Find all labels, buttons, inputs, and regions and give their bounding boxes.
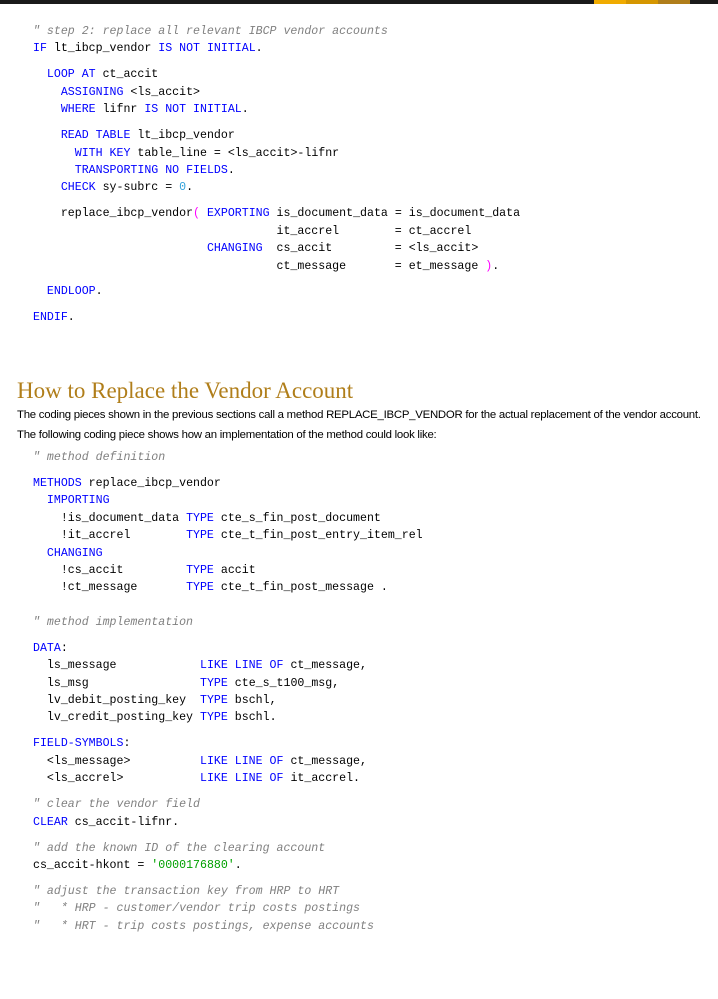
header-accent-stripe bbox=[594, 0, 690, 4]
code-text: . bbox=[234, 858, 242, 872]
code-line bbox=[33, 492, 423, 509]
code-line bbox=[33, 197, 520, 206]
code-text: is_document_data = is_document_data bbox=[269, 207, 521, 221]
code-keyword: LIKE LINE OF bbox=[199, 772, 284, 786]
code-text: ls_msg bbox=[33, 676, 200, 690]
code-text: cte_t_fin_post_message . bbox=[213, 581, 388, 595]
code-line bbox=[33, 840, 423, 857]
code-keyword: TYPE bbox=[199, 676, 228, 690]
code-line bbox=[33, 597, 423, 606]
code-line bbox=[33, 301, 520, 310]
code-text bbox=[33, 103, 61, 116]
code-line bbox=[33, 640, 423, 657]
code-keyword: TYPE bbox=[186, 581, 214, 595]
code-line bbox=[33, 709, 423, 726]
code-text: sy-subrc = bbox=[95, 181, 180, 195]
code-line bbox=[33, 283, 520, 300]
code-line bbox=[33, 66, 520, 83]
code-text: it_accrel. bbox=[283, 772, 361, 786]
code-text: . bbox=[492, 259, 500, 273]
code-line bbox=[33, 874, 423, 883]
code-text: : bbox=[60, 641, 68, 655]
code-text bbox=[33, 68, 47, 81]
code-line bbox=[33, 527, 423, 544]
code-text: <ls_message> bbox=[33, 754, 200, 768]
code-text bbox=[33, 147, 75, 160]
code-line bbox=[33, 127, 520, 144]
code-text: lifnr bbox=[95, 103, 145, 117]
code-keyword: TYPE bbox=[186, 529, 214, 543]
code-comment: " * HRT - trip costs postings, expense accounts bbox=[33, 919, 374, 933]
code-keyword: TRANSPORTING NO FIELDS bbox=[74, 163, 228, 177]
code-keyword: METHODS bbox=[33, 476, 82, 490]
code-text: ct_message, bbox=[283, 754, 367, 768]
accent-segment bbox=[626, 0, 658, 4]
code-line bbox=[33, 119, 520, 128]
code-text: lt_ibcp_vendor bbox=[130, 129, 235, 143]
code-text: . bbox=[67, 311, 75, 325]
code-keyword: CLEAR bbox=[33, 815, 68, 829]
code-text: : bbox=[123, 737, 131, 751]
code-line bbox=[33, 40, 520, 57]
code-text: !ct_message bbox=[33, 581, 187, 595]
code-string: '0000176880' bbox=[151, 858, 235, 872]
code-text: it_accrel = ct_accrel bbox=[33, 224, 472, 238]
code-block-step-2 bbox=[33, 23, 520, 327]
code-line bbox=[33, 449, 423, 466]
accent-segment bbox=[658, 0, 690, 4]
code-line bbox=[33, 162, 520, 179]
code-keyword: TYPE bbox=[186, 564, 214, 578]
code-line bbox=[33, 240, 520, 257]
code-operator: ) bbox=[485, 259, 493, 273]
code-text: . bbox=[95, 285, 103, 299]
code-number: 0 bbox=[179, 181, 187, 195]
code-keyword: LOOP AT bbox=[46, 68, 96, 82]
code-line bbox=[33, 145, 520, 162]
code-line bbox=[33, 23, 520, 40]
code-line bbox=[33, 814, 423, 831]
code-keyword: WITH KEY bbox=[74, 146, 131, 160]
code-text: . bbox=[227, 163, 235, 177]
code-line bbox=[33, 258, 520, 275]
code-keyword: IS NOT INITIAL bbox=[144, 103, 242, 117]
code-text: accit bbox=[213, 564, 256, 578]
code-line bbox=[33, 309, 520, 326]
code-line bbox=[33, 545, 423, 562]
code-keyword: CHANGING bbox=[46, 546, 103, 560]
code-text: cs_accit-lifnr. bbox=[67, 815, 180, 829]
code-keyword: DATA bbox=[33, 641, 61, 655]
code-text: . bbox=[186, 181, 194, 195]
code-keyword: TYPE bbox=[199, 711, 228, 725]
code-keyword: LIKE LINE OF bbox=[199, 659, 284, 673]
code-line bbox=[33, 727, 423, 736]
code-comment: " step 2: replace all relevant IBCP vendor accounts bbox=[33, 25, 388, 38]
code-line bbox=[33, 883, 423, 900]
code-operator: ( bbox=[193, 207, 200, 221]
code-keyword: ENDIF bbox=[33, 311, 68, 325]
code-text: bschl, bbox=[227, 694, 277, 708]
code-keyword: EXPORTING bbox=[206, 207, 270, 221]
code-line bbox=[33, 900, 423, 917]
code-text: !it_accrel bbox=[33, 529, 187, 543]
code-text: lv_debit_posting_key bbox=[33, 694, 200, 708]
section-heading: How to Replace the Vendor Account bbox=[17, 378, 354, 403]
code-text: !is_document_data bbox=[33, 511, 187, 525]
code-text: lt_ibcp_vendor bbox=[46, 42, 159, 56]
code-line bbox=[33, 675, 423, 692]
code-text: bschl. bbox=[227, 711, 277, 725]
code-text: . bbox=[241, 103, 249, 117]
code-text bbox=[33, 181, 61, 194]
code-line bbox=[33, 58, 520, 67]
code-text: cte_s_fin_post_document bbox=[213, 511, 381, 525]
code-keyword: LIKE LINE OF bbox=[199, 754, 284, 768]
code-line bbox=[33, 735, 423, 752]
code-text: cte_s_t100_msg, bbox=[227, 676, 340, 690]
code-text: <ls_accit> bbox=[123, 85, 200, 99]
code-text: ct_accit bbox=[95, 68, 159, 82]
accent-segment bbox=[594, 0, 626, 4]
code-text bbox=[33, 494, 47, 507]
code-text: cte_t_fin_post_entry_item_rel bbox=[213, 529, 423, 543]
code-keyword: IS NOT INITIAL bbox=[158, 42, 256, 56]
code-line bbox=[33, 796, 423, 813]
code-keyword: READ TABLE bbox=[60, 129, 131, 143]
code-line bbox=[33, 466, 423, 475]
code-line bbox=[33, 101, 520, 118]
code-line bbox=[33, 605, 423, 614]
code-text: lv_credit_posting_key bbox=[33, 711, 200, 725]
code-text bbox=[33, 86, 61, 99]
code-line bbox=[33, 657, 423, 674]
code-text: !cs_accit bbox=[33, 564, 187, 578]
code-line bbox=[33, 918, 423, 935]
code-line bbox=[33, 631, 423, 640]
code-text: <ls_accrel> bbox=[33, 772, 200, 786]
code-comment: " * HRP - customer/vendor trip costs postings bbox=[33, 902, 360, 916]
code-line bbox=[33, 788, 423, 797]
code-text bbox=[33, 285, 47, 298]
code-text: cs_accit-hkont = bbox=[33, 858, 152, 872]
code-block-method bbox=[33, 449, 423, 935]
code-line bbox=[33, 475, 423, 492]
code-comment: " clear the vendor field bbox=[33, 798, 200, 812]
code-keyword: IMPORTING bbox=[46, 494, 110, 508]
code-keyword: IF bbox=[33, 42, 47, 56]
code-line bbox=[33, 857, 423, 874]
code-line bbox=[33, 275, 520, 284]
code-text: table_line = <ls_accit>-lifnr bbox=[130, 146, 340, 160]
code-line bbox=[33, 753, 423, 770]
code-line bbox=[33, 562, 423, 579]
code-line bbox=[33, 205, 520, 222]
code-comment: " add the known ID of the clearing account bbox=[33, 841, 326, 855]
code-text bbox=[33, 242, 207, 255]
code-line bbox=[33, 579, 423, 596]
code-line bbox=[33, 223, 520, 240]
code-keyword: CHECK bbox=[60, 181, 96, 195]
code-text bbox=[33, 164, 75, 177]
code-line bbox=[33, 831, 423, 840]
code-text: ct_message, bbox=[283, 659, 367, 673]
code-comment: " method implementation bbox=[33, 615, 194, 629]
code-text: replace_ibcp_vendor bbox=[81, 476, 221, 490]
code-keyword: ASSIGNING bbox=[60, 85, 124, 99]
code-keyword: ENDLOOP bbox=[46, 285, 96, 299]
code-line bbox=[33, 84, 520, 101]
code-text: cs_accit = <ls_accit> bbox=[262, 242, 479, 256]
code-line bbox=[33, 614, 423, 631]
code-line bbox=[33, 510, 423, 527]
code-comment: " adjust the transaction key from HRP to HRT bbox=[33, 884, 340, 898]
code-line bbox=[33, 692, 423, 709]
code-text: replace_ibcp_vendor bbox=[33, 207, 194, 221]
code-keyword: FIELD-SYMBOLS bbox=[33, 737, 124, 751]
code-line bbox=[33, 770, 423, 787]
code-keyword: CHANGING bbox=[206, 242, 263, 256]
code-text: ct_message = et_message bbox=[33, 259, 486, 273]
code-comment: " method definition bbox=[33, 451, 166, 464]
code-keyword: WHERE bbox=[60, 103, 96, 117]
code-text bbox=[200, 207, 207, 220]
code-text: ls_message bbox=[33, 659, 200, 673]
section-paragraph: The coding pieces shown in the previous sections call a method REPLACE_IBCP_VENDOR for the actual replacement of the vendor account. The following coding piece shows how an implementation of the method could look like: bbox=[17, 409, 701, 441]
code-line bbox=[33, 179, 520, 196]
code-keyword: TYPE bbox=[186, 511, 214, 525]
code-keyword: TYPE bbox=[199, 694, 228, 708]
code-text bbox=[33, 547, 47, 560]
code-text: . bbox=[255, 42, 263, 56]
code-text bbox=[33, 129, 61, 142]
